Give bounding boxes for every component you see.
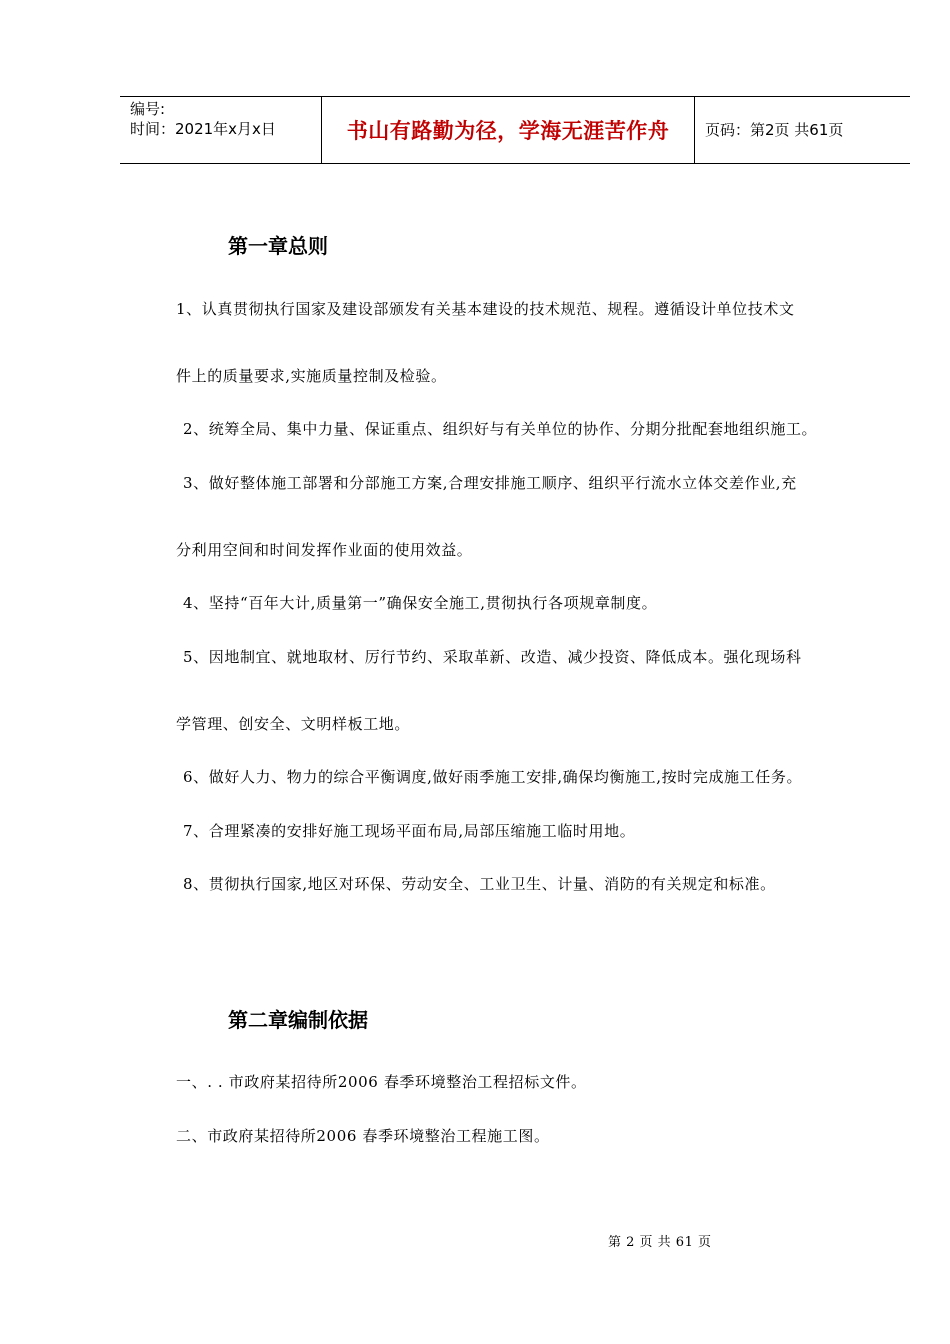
chapter-1-line: 7、合理紧凑的安排好施工现场平面布局,局部压缩施工临时用地。 [183, 822, 636, 840]
chapter-1-title: 第一章总则 [228, 234, 328, 258]
chapter-1-line: 2、统筹全局、集中力量、保证重点、组织好与有关单位的协作、分期分批配套地组织施工。 [183, 420, 818, 438]
header-meta-cell [120, 97, 321, 163]
chapter-1-line: 分利用空间和时间发挥作业面的使用效益。 [176, 541, 473, 559]
chapter-1-line: 学管理、创安全、文明样板工地。 [176, 715, 411, 733]
chapter-1-line: 5、因地制宜、就地取材、厉行节约、采取革新、改造、减少投资、降低成本。强化现场科 [183, 648, 802, 666]
document-time-label: 时间：2021年x月x日 [130, 120, 276, 138]
header-page-cell [695, 97, 910, 163]
chapter-1-line: 6、做好人力、物力的综合平衡调度,做好雨季施工安排,确保均衡施工,按时完成施工任务。 [183, 768, 803, 786]
header-page-info: 页码：第2页 共61页 [705, 121, 844, 139]
chapter-1-line: 1、认真贯彻执行国家及建设部颁发有关基本建设的技术规范、规程。遵循设计单位技术文 [176, 300, 795, 318]
chapter-2-line: 二、市政府某招待所2006 春季环境整治工程施工图。 [176, 1127, 550, 1145]
page-footer: 第 2 页 共 61 页 [608, 1235, 712, 1250]
header-motto: 书山有路勤为径，学海无涯苦作舟 [346, 119, 670, 143]
chapter-2-line: 一、. . 市政府某招待所2006 春季环境整治工程招标文件。 [176, 1073, 587, 1091]
chapter-1-line: 4、坚持“百年大计,质量第一”确保安全施工,贯彻执行各项规章制度。 [183, 594, 658, 612]
header-motto-cell [321, 97, 695, 163]
chapter-1-line: 3、做好整体施工部署和分部施工方案,合理安排施工顺序、组织平行流水立体交差作业,充 [183, 474, 797, 492]
document-code-label: 编号: [130, 100, 166, 118]
document-header-table [120, 96, 910, 164]
chapter-2-title: 第二章编制依据 [228, 1008, 368, 1032]
chapter-1-line: 件上的质量要求,实施质量控制及检验。 [176, 367, 447, 385]
chapter-1-line: 8、贯彻执行国家,地区对环保、劳动安全、工业卫生、计量、消防的有关规定和标准。 [183, 875, 776, 893]
